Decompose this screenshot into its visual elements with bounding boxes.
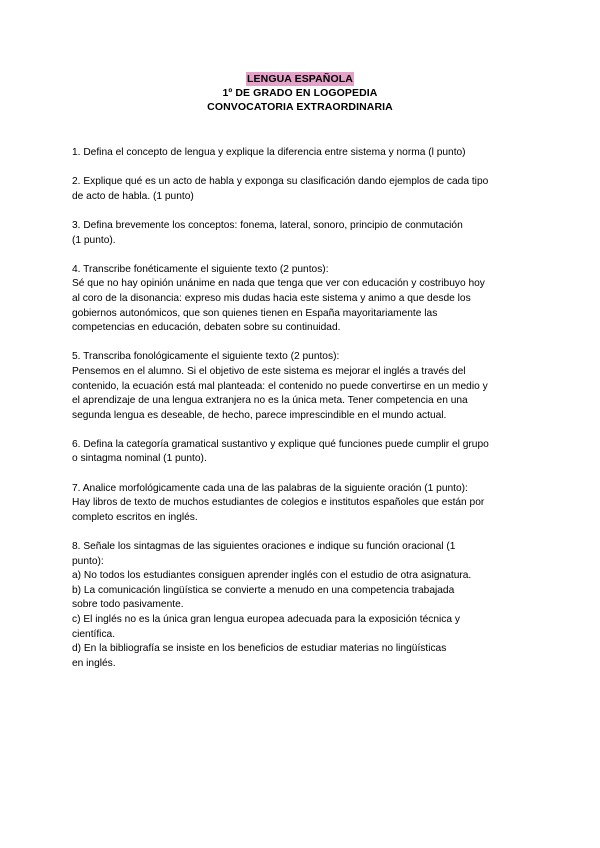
degree-title: 1º DE GRADO EN LOGOPEDIA: [222, 87, 378, 99]
question-line: c) El inglés no es la única gran lengua europea adecuada para la exposición técnica y: [72, 614, 460, 625]
question-line: al coro de la disonancia: expreso mis dudas hacia este sistema y animo a que desde los: [72, 292, 471, 304]
question-7: [72, 482, 532, 526]
question-line: segunda lengua es deseable, de hecho, parece imprescindible en el mundo actual.: [72, 409, 447, 421]
question-line: en inglés.: [72, 657, 116, 669]
question-line: (1 punto).: [72, 234, 116, 246]
question-4: [72, 263, 532, 336]
question-line: 6. Defina la categoría gramatical sustantivo y explique qué funciones puede cumplir el grupo: [72, 438, 489, 450]
question-line: 8. Señale los sintagmas de las siguientes oraciones e indique su función oracional (1: [72, 541, 456, 553]
question-line: punto):: [72, 555, 104, 567]
question-line: 2. Explique qué es un acto de habla y exponga su clasificación dando ejemplos de cada tipo: [72, 176, 489, 188]
question-line: Sé que no hay opinión unánime en nada que tenga que ver con educación y costribuyo hoy: [72, 278, 485, 290]
question-line: 7. Analice morfológicamente cada una de las palabras de la siguiente oración (1 punto):: [72, 482, 468, 494]
session-title: CONVOCATORIA EXTRAORDINARIA: [207, 101, 393, 113]
question-line: el aprendizaje de una lengua extranjera no es la única meta. Tener competencia en una: [72, 395, 468, 407]
question-line: gobiernos autonómicos, que son quienes tienen en España mayoritariamente las: [72, 307, 438, 319]
question-line: contenido, la ecuación está mal planteada: el contenido no puede convertirse en un medio y: [72, 380, 488, 392]
exam-header: [0, 72, 600, 114]
question-6: [72, 438, 532, 467]
question-line: Pensemos en el alumno. Si el objetivo de este sistema es mejorar el inglés a través del: [72, 365, 466, 377]
question-line: de acto de habla. (1 punto): [72, 190, 194, 202]
question-line: 1. Defina el concepto de lengua y explique la diferencia entre sistema y norma (l punto): [72, 147, 466, 158]
question-line: sobre todo pasivamente.: [72, 599, 184, 611]
question-line: Hay libros de texto de muchos estudiantes de colegios e institutos españoles que están por: [72, 497, 485, 509]
question-3: [72, 219, 532, 248]
question-line: científica.: [72, 628, 116, 640]
question-line: 3. Defina brevemente los conceptos: fonema, lateral, sonoro, principio de conmutación: [72, 219, 463, 231]
question-line: completo escritos en inglés.: [72, 511, 198, 523]
question-8: [72, 540, 532, 671]
question-1: [72, 146, 532, 161]
question-line: competencias en educación, debaten sobre su continuidad.: [72, 322, 341, 334]
question-line: d) En la bibliografía se insiste en los beneficios de estudiar materias no lingüísticas: [72, 643, 447, 655]
subject-title: LENGUA ESPAÑOLA: [247, 73, 353, 85]
question-line: o sintagma nominal (1 punto).: [72, 453, 207, 465]
question-line: 5. Transcriba fonológicamente el siguiente texto (2 puntos):: [72, 351, 340, 363]
questions-list: [72, 146, 532, 686]
question-line: b) La comunicación lingüística se convierte a menudo en una competencia trabajada: [72, 584, 455, 596]
question-2: [72, 175, 532, 204]
question-line: a) No todos los estudiantes consiguen aprender inglés con el estudio de otra asignatura.: [72, 570, 472, 582]
question-5: [72, 350, 532, 423]
question-line: 4. Transcribe fonéticamente el siguiente texto (2 puntos):: [72, 263, 329, 275]
